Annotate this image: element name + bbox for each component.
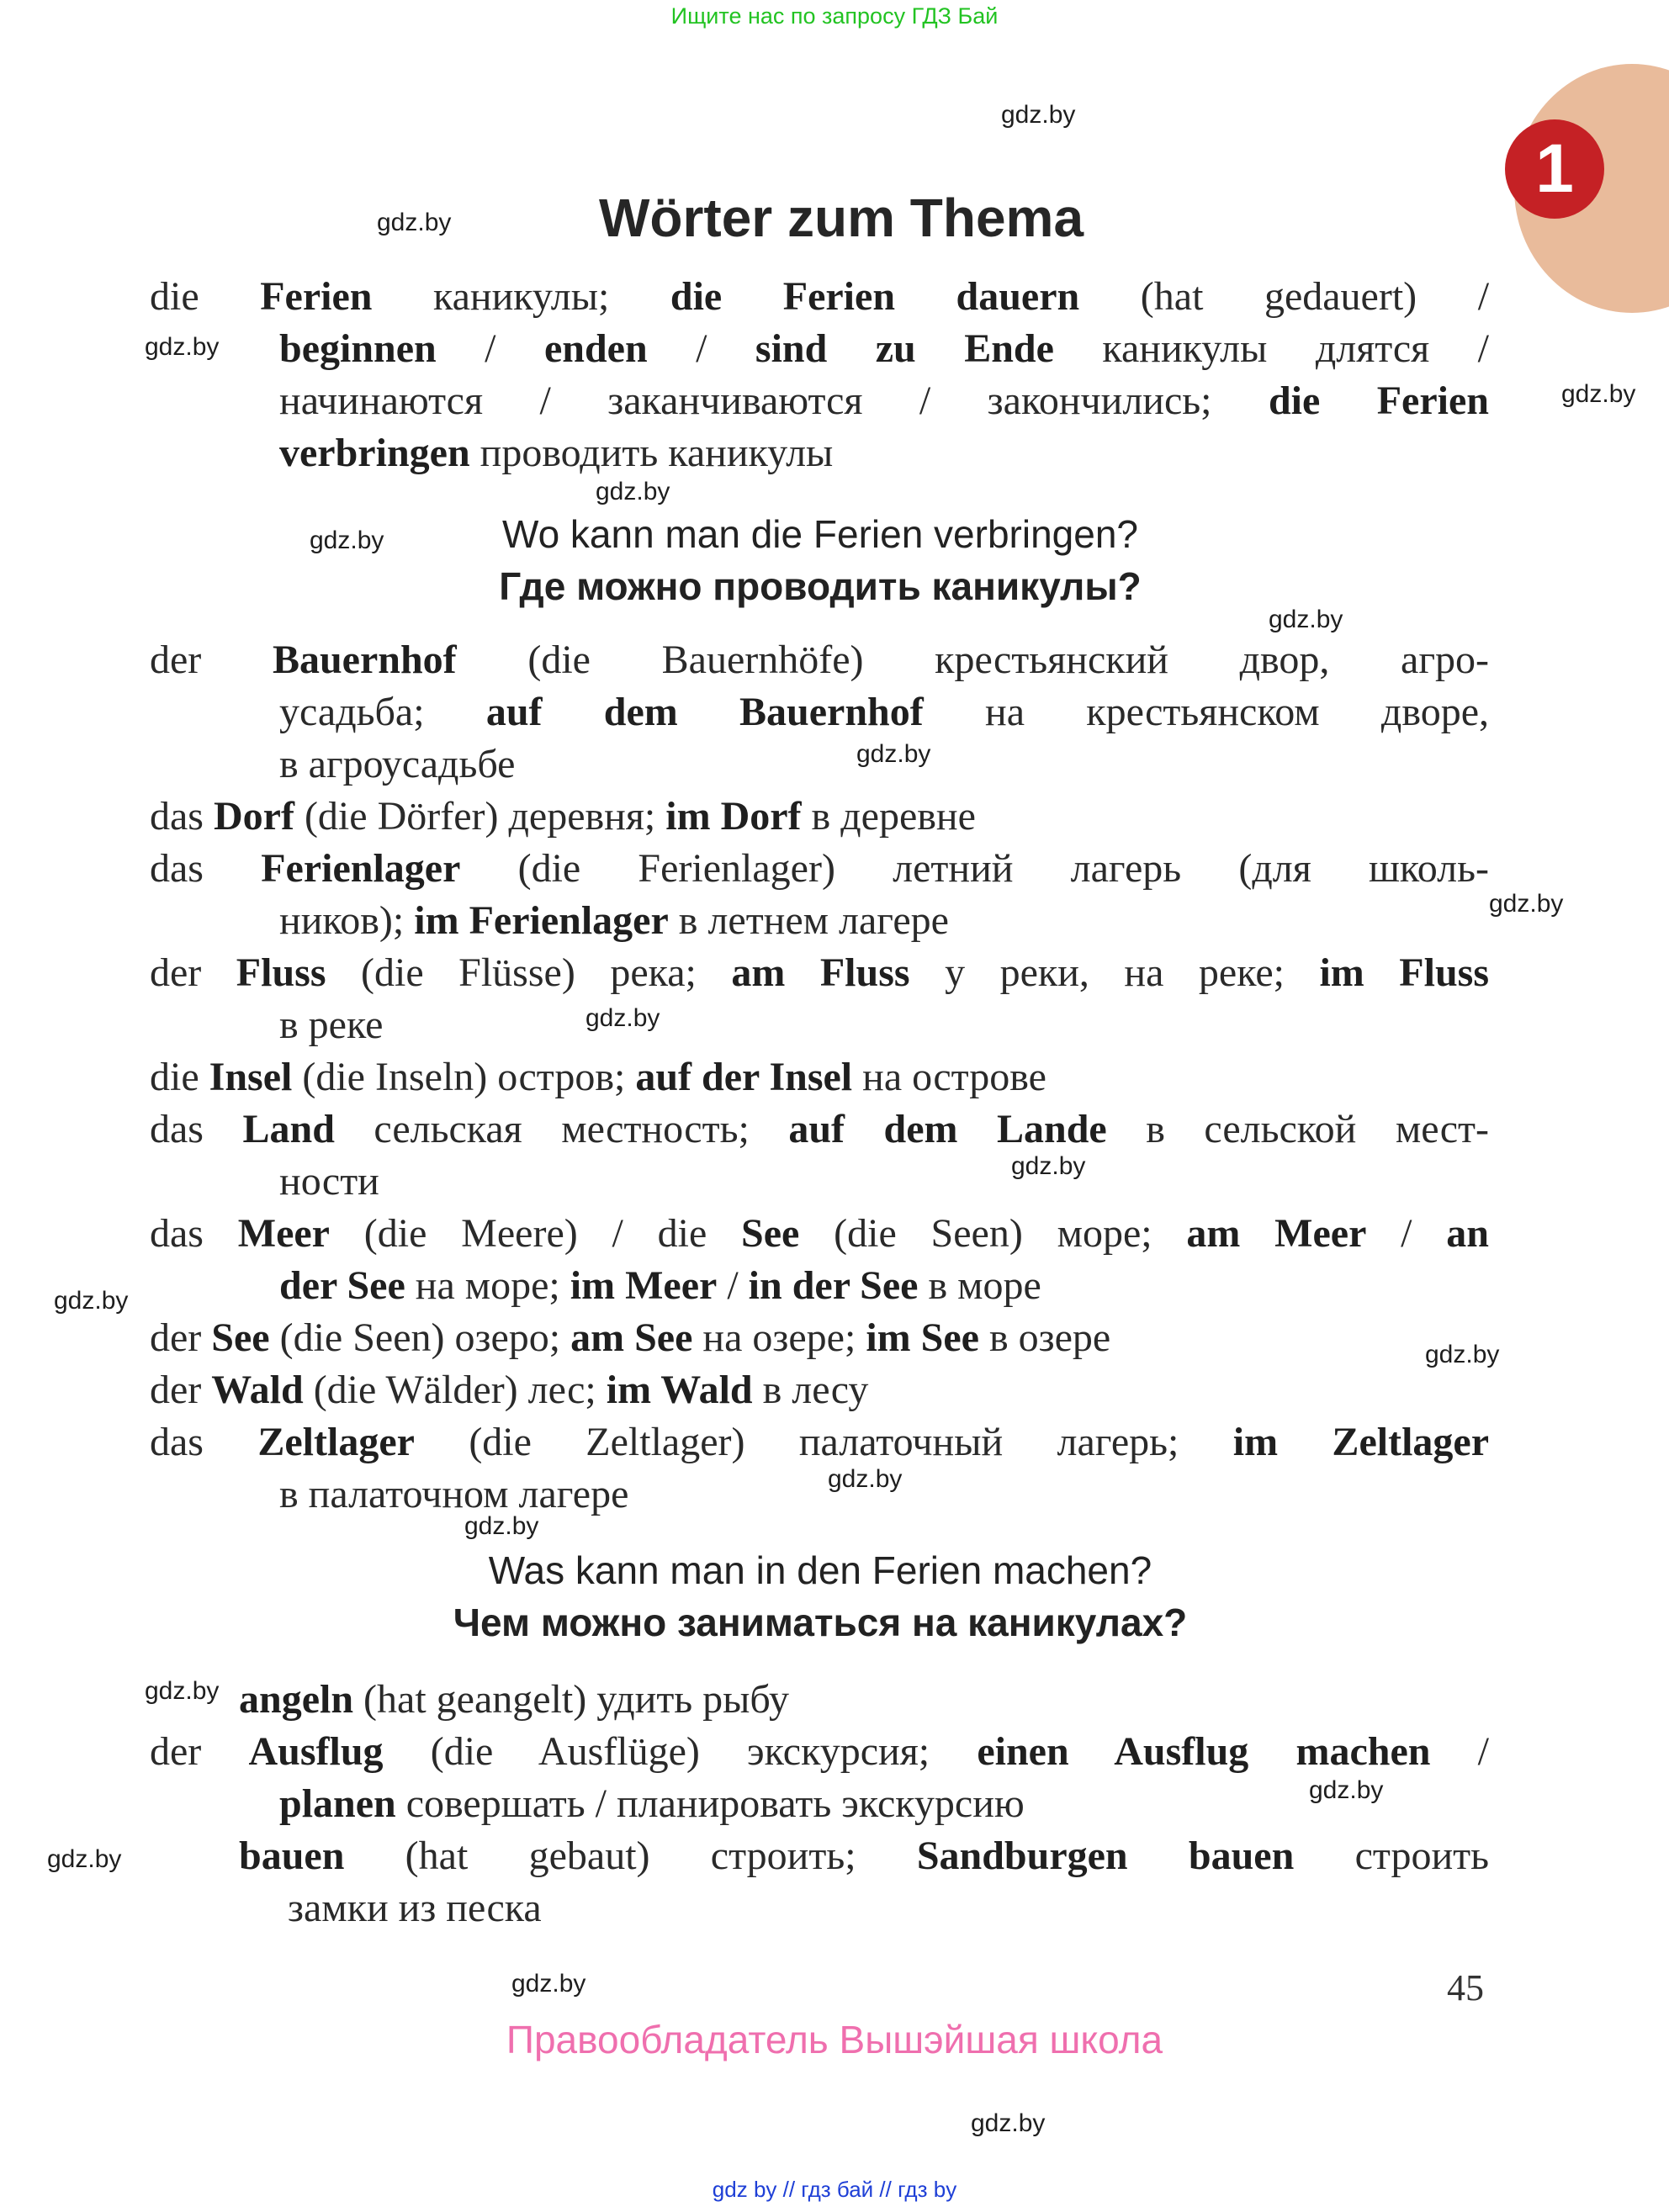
watermark: gdz.by (1309, 1776, 1384, 1804)
watermark: gdz.by (47, 1845, 122, 1873)
watermark: gdz.by (1269, 606, 1343, 633)
top-banner: Ищите нас по запросу ГДЗ Бай (670, 3, 999, 29)
list-item: der Ausflug (die Ausflüge) экскурсия; einen Ausflug machen / (150, 1729, 1489, 1774)
list-item: der Wald (die Wälder) лес; im Wald в лесу (150, 1368, 869, 1412)
list-item: der Bauernhof (die Bauernhöfe) крестьянский двор, агро- (150, 638, 1490, 682)
list-item: bauen (hat gebaut) строить; Sandburgen bauen строить (239, 1834, 1490, 1878)
heading-de: Was kann man in den Ferien machen? (488, 1548, 1152, 1592)
watermark: gdz.by (1489, 890, 1564, 918)
watermark: gdz.by (1561, 380, 1636, 408)
vocab-list-activities: angeln (hat geangelt) удить рыбу der Ausflug (die Ausflüge) экскурсия; einen Ausflug machen / planen совершать / планировать экскурсию bauen (hat gebaut) строить; Sandburgen bauen строить замки из песка (150, 1674, 1489, 1934)
vocab-list-places: der Bauernhof (die Bauernhöfe) крестьянский двор, агро- усадьба; auf dem Bauernhof на крестьянском дворе, в агроусадьбе das Dorf (die Dörfer) деревня; im Dorf в деревне das Ferienlager (die Ferienlager) летний лагерь (для школь- ников); im Ferienlager в летнем лагере der Fluss (die Flüsse) река; am Fluss у реки, на реке; im Fluss в реке die Insel (die Inseln) остров; auf der Insel на острове das Land сельская местность; auf dem Lande в сельской мест- ности das Meer (die Meere) / die See (die Seen) море; am Meer / an der See на море; im Meer / in der See в море der See (die Seen) озеро; am See на озере; im See в озере der Wald (die Wälder) лес; im Wald в лесу das Zeltlager (die Zeltlager) палаточный лагерь; im Zeltlager в палаточном лагере (150, 634, 1489, 1521)
watermark: gdz.by (464, 1512, 539, 1540)
page-number: 45 (1447, 1967, 1484, 2008)
copyright-notice: Правообладатель Вышэйшая школа (506, 2018, 1163, 2061)
section-heading-what (252, 1544, 1388, 1648)
watermark: gdz.by (585, 1004, 660, 1032)
watermark: gdz.by (1011, 1152, 1086, 1180)
vocab-entry-ferien: die Ferien каникулы; die Ferien dauern (hat gedauert) / beginnen / enden / sind zu Ende каникулы длятся / начинаются / заканчиваются / закончились; die Ferien verbringen проводить каникулы (150, 274, 1490, 475)
list-item: das Zeltlager (die Zeltlager) палаточный лагерь; im Zeltlager (150, 1420, 1490, 1464)
list-item: das Dorf (die Dörfer) деревня; im Dorf в деревне (150, 794, 976, 839)
list-item: das Land сельская местность; auf dem Lande в сельской мест- (150, 1107, 1489, 1151)
watermark: gdz.by (377, 209, 452, 236)
list-item: der See (die Seen) озеро; am See на озере; im See в озере (150, 1315, 1111, 1360)
watermark: gdz.by (511, 1970, 586, 1998)
watermark: gdz.by (145, 1677, 220, 1705)
list-item: die Insel (die Inseln) остров; auf der Insel на острове (150, 1055, 1046, 1099)
heading-ru: Где можно проводить каникулы? (499, 564, 1142, 608)
watermark: gdz.by (1001, 101, 1076, 129)
footer-links: gdz by // гдз бай // гдз by (712, 2177, 957, 2202)
heading-de: Wo kann man die Ferien verbringen? (501, 512, 1138, 556)
list-item: das Ferienlager (die Ferienlager) летний лагерь (для школь- (150, 846, 1490, 891)
chapter-number-badge: 1 (1505, 119, 1604, 219)
watermark: gdz.by (310, 527, 384, 554)
list-item: angeln (hat geangelt) удить рыбу (239, 1677, 790, 1722)
watermark: gdz.by (856, 740, 931, 768)
watermark: gdz.by (145, 333, 220, 361)
list-item: das Meer (die Meere) / die See (die Seen) море; am Meer / an (150, 1211, 1489, 1256)
watermark: gdz.by (1425, 1341, 1500, 1368)
section-heading-where (252, 508, 1388, 612)
heading-ru: Чем можно заниматься на каникулах? (453, 1601, 1188, 1644)
list-item: der Fluss (die Flüsse) река; am Fluss у реки, на реке; im Fluss (150, 950, 1490, 995)
page-title: Wörter zum Thema (598, 188, 1084, 248)
watermark: gdz.by (971, 2109, 1046, 2137)
watermark: gdz.by (828, 1465, 903, 1493)
watermark: gdz.by (54, 1287, 129, 1315)
watermark: gdz.by (596, 478, 670, 505)
